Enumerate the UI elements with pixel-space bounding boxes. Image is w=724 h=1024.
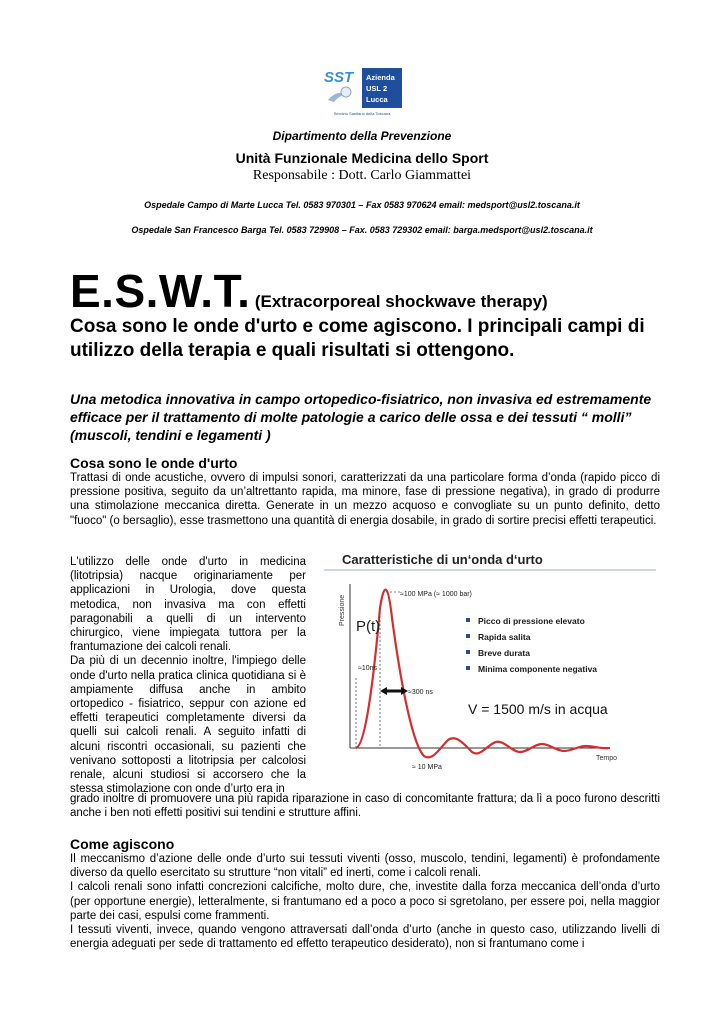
- section-heading-what: Cosa sono le onde d'urto: [70, 455, 238, 471]
- negative-label: ≈ 10 MPa: [412, 764, 442, 771]
- bullet-3: Breve durata: [478, 648, 530, 658]
- title-sub: (Extracorporeal shockwave therapy): [254, 292, 548, 311]
- history-continuation: grado inoltre di promuovere una più rapida riparazione in caso di concomitante frattura; da lì a poco furono descritti anche i ben noti effetti positivi sui tendini e strutture affini.: [70, 793, 660, 820]
- how-paragraph-1: Il meccanismo d’azione delle onde d’urto sui tessuti viventi (osso, muscolo, tendini, legamenti) è profondamente diverso da quello esercitato su strutture “non vitali” ed inerti, come i calcoli renali.: [70, 853, 660, 880]
- section-body-what: Trattasi di onde acustiche, ovvero di impulsi sonori, caratterizzati da una particolare forma d’onda (rapido picco di pressione positiva, seguito da un’altrettanto rapida, ma minore, fase di pressione negativa), in grado di produrre una stimolazione meccanica diretta. Generate in un mezzo acquoso e convogliate su un punto definito, detto "fuoco" (o bersaglio), esse trasmettono una quantità di energia dosabile, in grado di sortire precisi effetti terapeutici.: [70, 472, 660, 527]
- bullet-square-3: [466, 650, 470, 654]
- bullet-1: Picco di pressione elevato: [478, 616, 585, 626]
- peak-label: ≈100 MPa (≈ 1000 bar): [400, 591, 472, 598]
- responsible: Responsabile : Dott. Carlo Giammattei: [252, 168, 472, 183]
- logo-line3: Lucca: [366, 95, 388, 104]
- section-heading-how: Come agiscono: [70, 836, 175, 852]
- x-axis-label: Tempo: [596, 755, 618, 762]
- unit-name: Unità Funzionale Medicina dello Sport: [235, 150, 489, 166]
- rise-label: ≈10ns: [358, 665, 378, 672]
- department-name: Dipartimento della Prevenzione: [272, 129, 452, 143]
- history-paragraph-2: Da più di un decennio inoltre, l'impiego delle onde d'urto nella pratica clinica quotidiana si è ampiamente diffusa anche in ambito ortopedico - fisiatrico, seppur con azione ed effetti terapeutici completamente diversi da quelli sui calcoli renali. A seguito infatti di alcuni riscontri occasionali, su pazienti che venivano sottoposti a litotripsia per calcolosi renale, alcuni studiosi si accorsero che la stessa stimolazione con onde d’urto era in: [70, 655, 306, 796]
- bullet-square-2: [466, 634, 470, 638]
- logo-tagline: Servizio Sanitario della Toscana: [333, 111, 391, 116]
- address-barga: Ospedale San Francesco Barga Tel. 0583 729908 – Fax. 0583 729302 email: barga.medsport@usl2.toscana.it: [131, 225, 593, 235]
- bullet-square-1: [466, 618, 470, 622]
- figure-title: Caratteristiche di un‘onda d‘urto: [342, 552, 543, 567]
- speed-label: V = 1500 m/s in acqua: [468, 701, 608, 717]
- document-title: [70, 264, 548, 318]
- logo-line2: USL 2: [366, 84, 388, 93]
- pt-label: P(t): [356, 618, 381, 635]
- history-column: [70, 555, 306, 796]
- title-main: E.S.W.T.: [70, 265, 251, 317]
- history-paragraph-1: L'utilizzo delle onde d'urto in medicina (litotripsia) nacque originariamente per applicazioni in Urologia, dove questa metodica, non invasiva ma con effetti paragonabili a quelli di un intervento chirurgico, viene impiegata tuttora per la frantumazione dei calcoli renali.: [70, 556, 306, 654]
- y-axis-label: Pressione: [339, 594, 346, 626]
- how-paragraph-3: I tessuti viventi, invece, quando vengono attraversati dall’onda d’urto (anche in questo caso, utilizzando livelli di energia adeguati per sede di trattamento ed effetto terapeutico desiderato), non si frantumano come i: [70, 924, 660, 951]
- bullet-4: Minima componente negativa: [478, 664, 598, 674]
- section-body-how: [70, 852, 660, 951]
- bullet-square-4: [466, 666, 470, 670]
- headline: Cosa sono le onde d'urto e come agiscono. I principali campi di utilizzo della terapia e quali risultati si ottengono.: [70, 316, 645, 361]
- bullet-2: Rapida salita: [478, 632, 531, 642]
- shockwave-figure: [320, 548, 660, 788]
- address-lucca: Ospedale Campo di Marte Lucca Tel. 0583 970301 – Fax 0583 970624 email: medsport@usl2.toscana.it: [144, 200, 580, 210]
- usl-logo: [320, 66, 404, 116]
- how-paragraph-2: I calcoli renali sono infatti concrezioni calcifiche, molto dure, che, investite dalla forza meccanica dell’onda d’urto (per opportune energie), letteralmente, si frantumano ed a poco a poco si sgretolano, per essere poi, nella maggior parte dei casi, espulsi come frammenti.: [70, 881, 660, 922]
- width-label: ≈300 ns: [408, 689, 433, 696]
- logo-sst: SST: [324, 69, 354, 86]
- logo-line1: Azienda: [366, 73, 395, 82]
- lead-paragraph: Una metodica innovativa in campo ortopedico-fisiatrico, non invasiva ed estremamente efficace per il trattamento di molte patologie a carico delle ossa e dei tessuti “ molli” (muscoli, tendini e legamenti ): [70, 391, 652, 443]
